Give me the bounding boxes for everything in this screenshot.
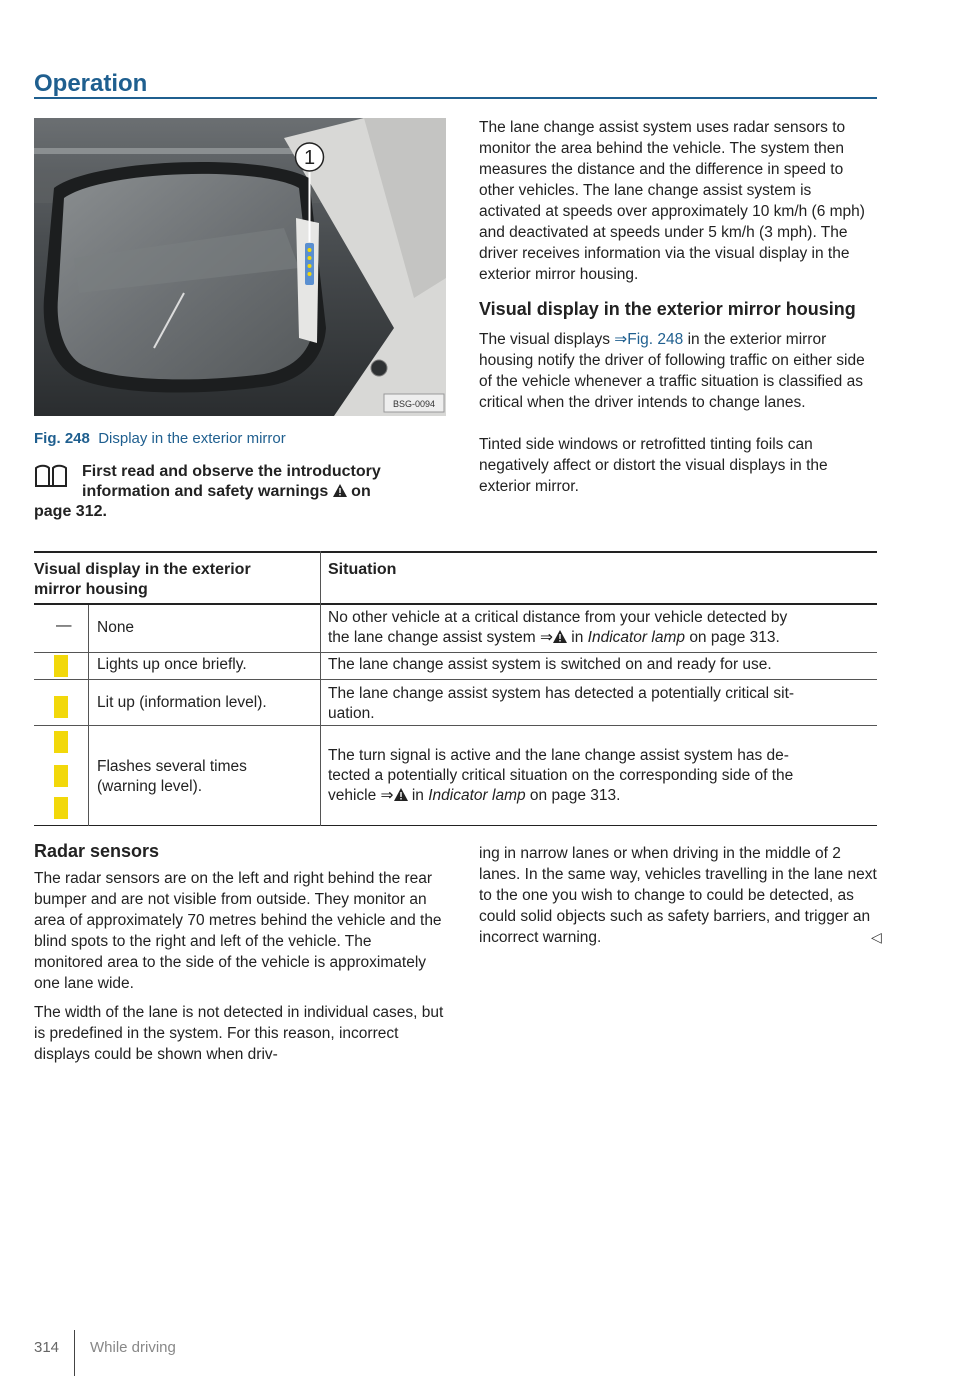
warning-icon (553, 630, 567, 643)
radar-paragraph-3: ing in narrow lanes or when driving in the middle of 2 lanes. In the same way, vehicles travelling in the lane next to the one you wish to change to could be detected, as could solid objects such as safety barriers, and trigger an incorrect warning. (479, 845, 877, 946)
row3-label: Lit up (information level). (97, 694, 267, 711)
col1-header-l1: Visual display in the exterior (34, 561, 251, 578)
col1-header-l2: mirror housing (34, 581, 148, 598)
visual-display-paragraph (479, 329, 877, 413)
row4-situation (328, 746, 793, 806)
footer-separator (74, 1330, 75, 1376)
page-number: 314 (34, 1339, 60, 1356)
indicator-flash-1 (54, 731, 68, 753)
display-situation-table (34, 551, 877, 826)
radar-sensors-heading: Radar sensors (34, 841, 160, 861)
section-end-icon: ◁ (871, 929, 882, 945)
row3-sit-l2: uation. (328, 705, 375, 722)
fig-248-link[interactable]: ⇒Fig. 248 (614, 331, 684, 348)
indicator-lit-brief (54, 655, 68, 677)
image-code: BSG-0094 (392, 399, 436, 409)
row1-sit-l2a: the lane change assist system ⇒ (328, 629, 553, 646)
row1-sit-l2b: in (571, 629, 584, 646)
row2-situation: The lane change assist system is switched on and ready for use. (328, 656, 772, 673)
warning-icon (333, 484, 347, 497)
mirror-figure (34, 118, 446, 416)
row1-label: None (97, 619, 135, 636)
row4-label (97, 757, 247, 797)
intro-line2b: on (351, 483, 371, 500)
row4-sit-l3d: on page 313. (529, 787, 621, 804)
col2-header: Situation (328, 561, 397, 578)
p2-text-b: in the exterior mirror housing notify the driver of following traffic on either side of the vehicle whenever a traffic situation is classified as critical when the driver intends to change lanes. (479, 331, 865, 411)
intro-line1: First read and observe the introductory (82, 463, 381, 480)
title-rule (34, 97, 877, 99)
book-icon (34, 464, 68, 488)
tinted-windows-paragraph: Tinted side windows or retrofitted tinting foils can negatively affect or distort the visual displays in the exterior mirror. (479, 436, 828, 495)
row1-situation (328, 608, 787, 648)
row1-sit-l2d: on page 313. (689, 629, 780, 646)
row1-symbol: — (56, 617, 72, 634)
indicator-flash-3 (54, 797, 68, 819)
col1-header (34, 560, 251, 600)
callout-number: 1 (303, 147, 316, 169)
row4-sit-l3a: vehicle ⇒ (328, 787, 394, 804)
lane-assist-intro: The lane change assist system uses radar sensors to monitor the area behind the vehicle. The system then measures the distance and the difference in speed to other vehicles. The lane change assist system is activated at speeds over approximately 10 km/h (6 mph) and deactivated at speeds under 5 km/h (3 mph). The driver receives information via the visual display in the exterior mirror housing. (479, 119, 865, 283)
radar-paragraph-1: The radar sensors are on the left and right behind the rear bumper and are not visible from outside. They monitor an area of approximately 70 metres behind the vehicle and the blind spots to the right and left of the vehicle. The monitored area to the side of the vehicle is approximately one lane wide. (34, 870, 442, 992)
section-title: Operation (34, 70, 148, 97)
row1-sit-l1: No other vehicle at a critical distance from your vehicle detected by (328, 609, 788, 626)
row4-sit-l1: The turn signal is active and the lane change assist system has de- (328, 747, 789, 764)
p2-text-a: The visual displays (479, 331, 610, 348)
row3-situation (328, 684, 794, 724)
mirror-illustration (34, 118, 446, 416)
caption-label: Fig. 248 (34, 430, 90, 447)
row4-label-l2: (warning level). (97, 778, 203, 795)
row4-label-l1: Flashes several times (97, 758, 247, 775)
warning-icon (394, 788, 408, 801)
intro-line2a: information and safety warnings (82, 483, 329, 500)
radar-paragraph-2: The width of the lane is not detected in individual cases, but is predefined in the system. For this reason, incorrect displays could be shown when driv- (34, 1004, 444, 1063)
visual-display-heading: Visual display in the exterior mirror housing (479, 299, 856, 319)
intro-note (34, 462, 444, 522)
row3-sit-l1: The lane change assist system has detected a potentially critical sit- (328, 685, 795, 702)
indicator-flash-2 (54, 765, 68, 787)
indicator-lamp-ref[interactable]: Indicator lamp (428, 787, 526, 804)
figure-caption (34, 430, 286, 447)
caption-text: Display in the exterior mirror (98, 430, 286, 447)
intro-line3: page 312. (34, 503, 107, 520)
indicator-lit-info (54, 696, 68, 718)
row2-label: Lights up once briefly. (97, 656, 247, 673)
row4-sit-l2: tected a potentially critical situation on the corresponding side of the (328, 767, 794, 784)
chapter-name: While driving (90, 1339, 176, 1356)
indicator-lamp-ref[interactable]: Indicator lamp (587, 629, 685, 646)
row4-sit-l3b: in (411, 787, 424, 804)
